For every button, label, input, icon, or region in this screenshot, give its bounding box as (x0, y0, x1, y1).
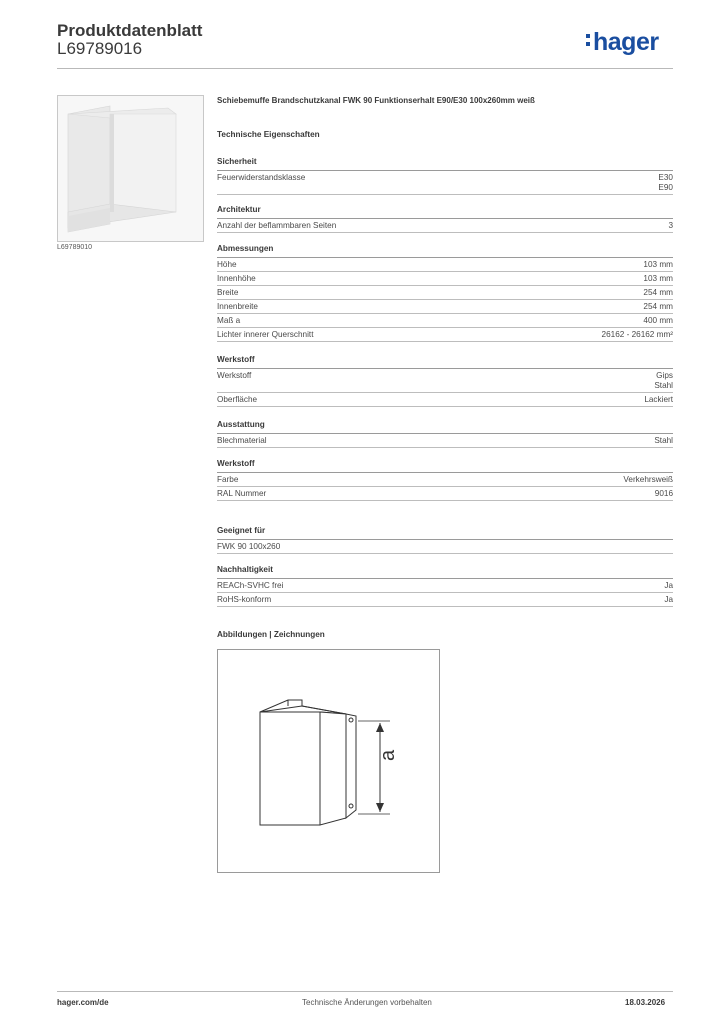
row-value: Stahl (654, 436, 673, 445)
header-divider (57, 68, 673, 69)
row-value: Lackiert (644, 395, 673, 404)
table-row (217, 487, 673, 501)
technical-drawing (217, 649, 440, 873)
section-geeignet (217, 526, 673, 554)
row-label: Anzahl der beflammbaren Seiten (217, 221, 337, 230)
row-label: Feuerwiderstandsklasse (217, 173, 306, 182)
row-value: Ja (664, 595, 673, 604)
row-value: Ja (664, 581, 673, 590)
row-value: 400 mm (643, 316, 673, 325)
table-row (217, 369, 673, 393)
section-title: Abbildungen | Zeichnungen (217, 630, 325, 639)
section-werkstoff-farbe (217, 459, 673, 501)
table-row (217, 540, 673, 554)
table-row (217, 314, 673, 328)
footer-notice: Technische Änderungen vorbehalten (302, 998, 432, 1007)
row-label: FWK 90 100x260 (217, 542, 281, 551)
properties-heading-block (217, 130, 673, 143)
footer-date: 18.03.2026 (625, 998, 666, 1007)
row-value: 3 (668, 221, 673, 230)
table-row (217, 286, 673, 300)
document-title: Produktdatenblatt (57, 21, 203, 40)
value-line: E90 (658, 183, 673, 192)
section-title: Werkstoff (217, 355, 673, 369)
table-row (217, 258, 673, 272)
section-ausstattung (217, 420, 673, 448)
row-label: Innenbreite (217, 302, 258, 311)
table-row (217, 328, 673, 342)
row-label: RoHS-konform (217, 595, 272, 604)
row-value (654, 371, 673, 391)
image-caption: L69789010 (57, 244, 93, 251)
table-row (217, 434, 673, 448)
section-title: Architektur (217, 205, 673, 219)
table-row (217, 171, 673, 195)
section-werkstoff (217, 355, 673, 407)
table-row (217, 579, 673, 593)
dimension-label: a (377, 749, 399, 761)
product-image (57, 95, 204, 242)
row-value: 9016 (654, 489, 673, 498)
table-row (217, 300, 673, 314)
row-value: 254 mm (643, 288, 673, 297)
section-title: Ausstattung (217, 420, 673, 434)
row-value: Verkehrsweiß (623, 475, 673, 484)
section-title: Nachhaltigkeit (217, 565, 673, 579)
row-value: 254 mm (643, 302, 673, 311)
value-line: Gips (656, 371, 673, 380)
section-nachhaltigkeit (217, 565, 673, 607)
row-label: Breite (217, 288, 239, 297)
table-row (217, 272, 673, 286)
table-row (217, 219, 673, 233)
value-line: Stahl (654, 381, 673, 390)
row-label: Innenhöhe (217, 274, 256, 283)
footer-website[interactable]: hager.com/de (57, 998, 109, 1007)
row-label: Blechmaterial (217, 436, 267, 445)
section-sicherheit (217, 157, 673, 195)
footer-divider (57, 991, 673, 992)
row-label: Oberfläche (217, 395, 258, 404)
section-title: Werkstoff (217, 459, 673, 473)
product-title: Schiebemuffe Brandschutzkanal FWK 90 Funktionserhalt E90/E30 100x260mm weiß (217, 96, 535, 105)
row-value: 103 mm (643, 274, 673, 283)
section-title: Sicherheit (217, 157, 673, 171)
section-title: Abmessungen (217, 244, 673, 258)
row-label: Lichter innerer Querschnitt (217, 330, 314, 339)
table-row (217, 593, 673, 607)
properties-heading: Technische Eigenschaften (217, 130, 320, 139)
section-title: Geeignet für (217, 526, 673, 540)
article-number: L69789016 (57, 39, 143, 58)
row-value: 26162 - 26162 mm² (601, 330, 673, 339)
row-label: Farbe (217, 475, 239, 484)
row-value: 103 mm (643, 260, 673, 269)
row-label: Werkstoff (217, 371, 252, 380)
section-architektur (217, 205, 673, 233)
section-abmessungen (217, 244, 673, 342)
table-row (217, 393, 673, 407)
value-line: E30 (658, 173, 673, 182)
row-label: REACh-SVHC frei (217, 581, 284, 590)
row-label: Höhe (217, 260, 237, 269)
section-drawings (217, 630, 673, 643)
logo-text: hager (593, 28, 659, 56)
row-label: Maß a (217, 316, 241, 325)
hager-logo (593, 28, 659, 57)
row-label: RAL Nummer (217, 489, 267, 498)
row-value (658, 173, 673, 193)
logo-dots-icon (586, 34, 590, 50)
table-row (217, 473, 673, 487)
